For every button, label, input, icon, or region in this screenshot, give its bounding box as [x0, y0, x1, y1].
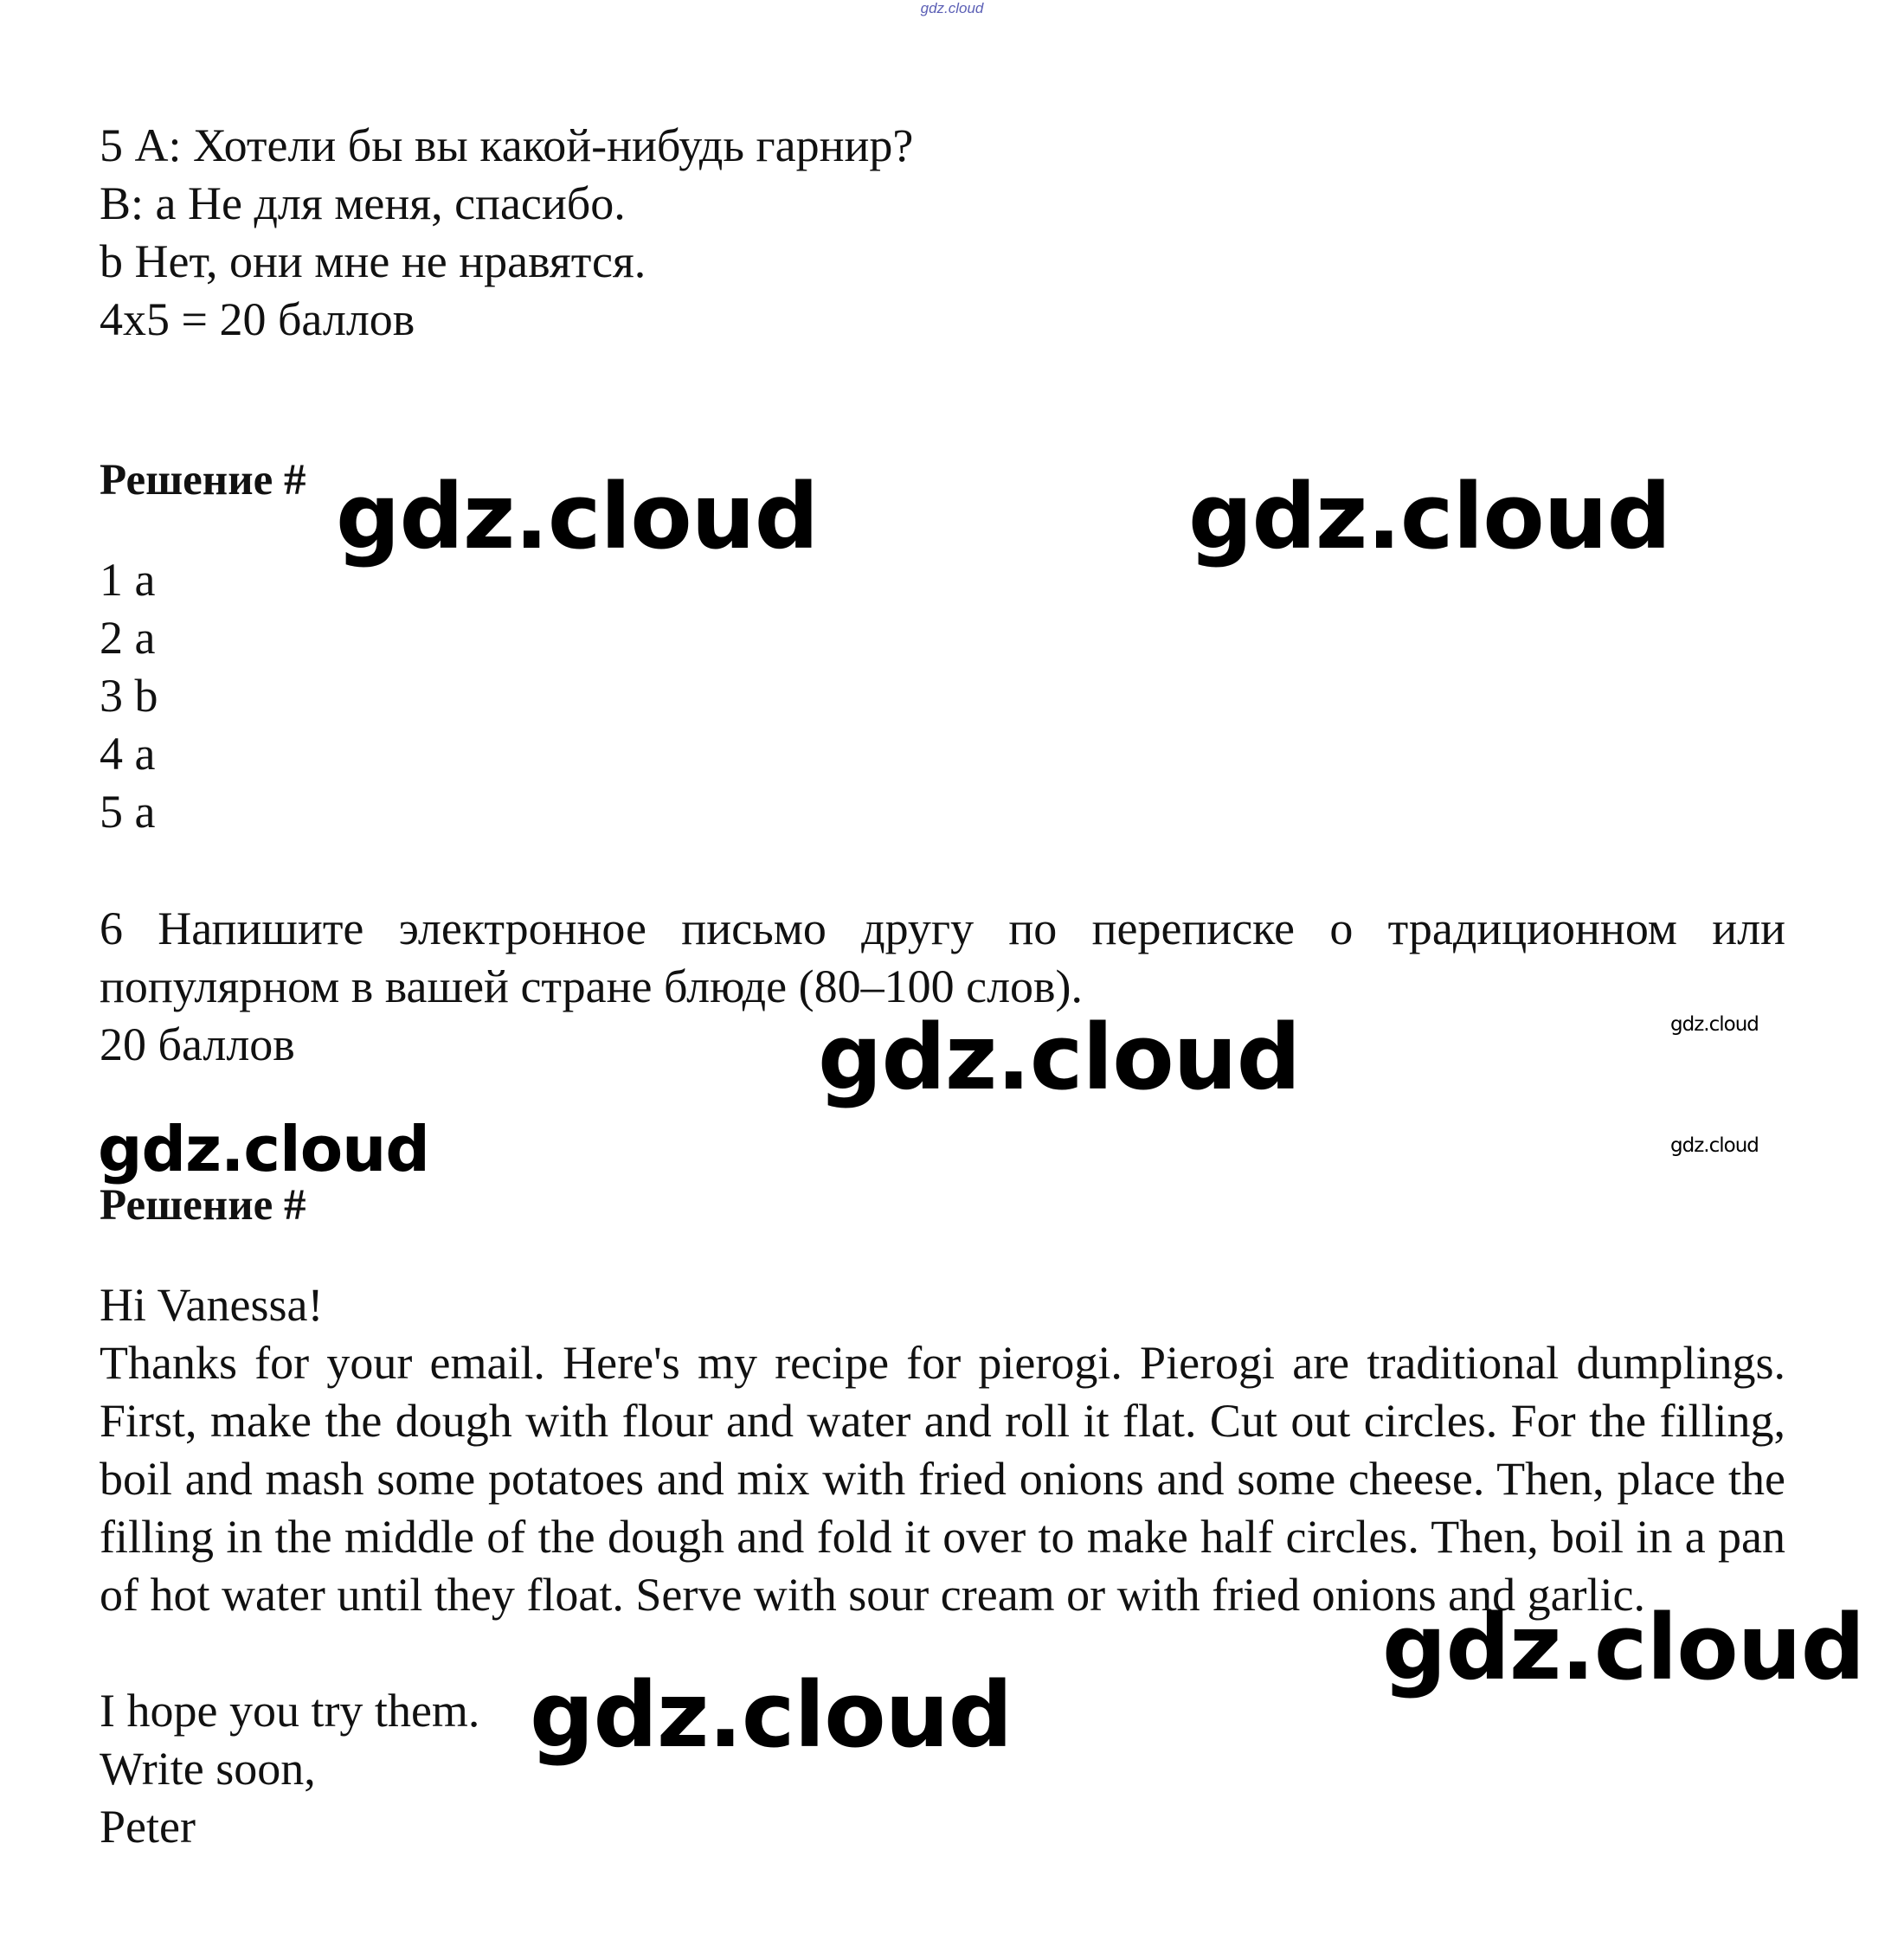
solution1-heading: Решение #	[100, 456, 306, 504]
watermark-1: gdz.cloud	[336, 464, 819, 569]
solution2-heading: Решение #	[100, 1181, 306, 1230]
watermark-4: gdz.cloud	[98, 1113, 429, 1185]
task5-question: 5 А: Хотели бы вы какой-нибудь гарнир?	[100, 119, 914, 171]
task5-answer-a: В: a Не для меня, спасибо.	[100, 177, 626, 229]
letter-signature: Peter	[100, 1801, 196, 1853]
solution1-answer-5: 5 a	[100, 786, 156, 838]
solution1-answer-3: 3 b	[100, 670, 158, 722]
solution1-answer-1: 1 a	[100, 554, 156, 606]
letter-greeting: Hi Vanessa!	[100, 1279, 324, 1331]
top-watermark: gdz.cloud	[920, 0, 984, 16]
watermark-2: gdz.cloud	[1188, 464, 1671, 569]
watermark-3: gdz.cloud	[818, 1005, 1301, 1110]
task6-line-2: популярном в вашей стране блюде (80–100 слов).	[100, 960, 1084, 1012]
letter-closing-2: Write soon,	[100, 1743, 316, 1795]
task6-line-1: 6 Напишите электронное письмо другу по переписке о традиционном или	[100, 902, 1785, 954]
watermark-6: gdz.cloud	[530, 1662, 1013, 1768]
task5-answer-b: b Нет, они мне не нравятся.	[100, 235, 646, 287]
letter-closing-1: I hope you try them.	[100, 1685, 480, 1737]
task5-score: 4х5 = 20 баллов	[100, 293, 415, 345]
solution1-answer-2: 2 a	[100, 612, 156, 664]
solution1-answer-4: 4 a	[100, 728, 156, 780]
task6-score: 20 баллов	[100, 1018, 295, 1070]
watermark-small-1: gdz.cloud	[1670, 1013, 1759, 1036]
letter-body: Thanks for your email. Here's my recipe for pierogi. Pierogi are traditional dumplings. First, make the dough with flour and water and roll it flat. Cut out circles. For the filling, boil and mash some potatoes and mix with fried onions and some cheese. Then, place the filling in the middle of the dough and fold it over to make half circles. Then, boil in a pan of hot water until they float. Serve with sour cream or with fried onions and garlic.	[100, 1337, 1785, 1621]
watermark-small-2: gdz.cloud	[1670, 1134, 1759, 1157]
watermark-5: gdz.cloud	[1382, 1595, 1865, 1700]
